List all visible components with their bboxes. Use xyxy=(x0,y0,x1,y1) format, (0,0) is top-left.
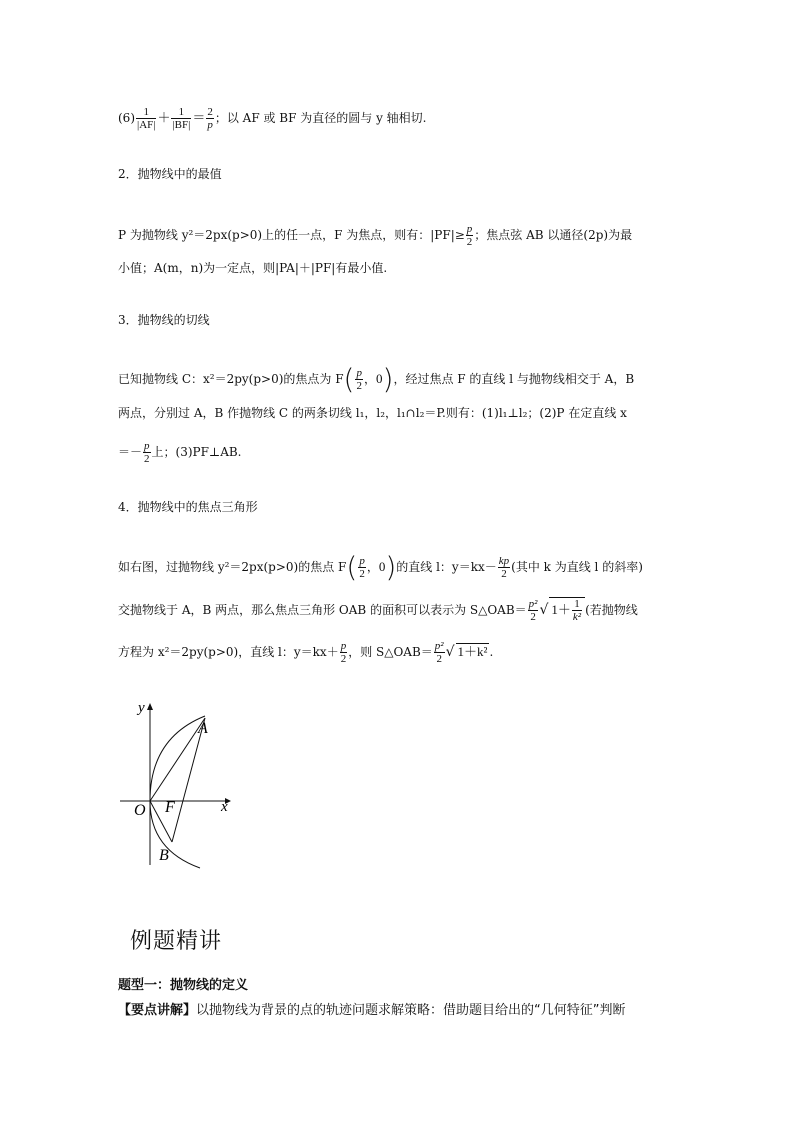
section-3-heading: 3．抛物线的切线 xyxy=(118,313,210,327)
section-4-line-2: 交抛物线于 A，B 两点，那么焦点三角形 OAB 的面积可以表示为 S△OAB＝ $\frac{\text{p²}}{2}$ √ 1＋ $\frac{1}{\text{k²}}$ (若抛物线 xyxy=(118,598,638,623)
parabola-figure xyxy=(110,690,250,870)
section-2-heading: 2．抛物线中的最值 xyxy=(118,167,222,181)
fraction: $\frac{1}{|BF|}$ xyxy=(172,106,191,131)
section-3-line-1: 已知抛物线 C：x²＝2py(p>0)的焦点为 F( $\frac{p}{2}$ ，0)，经过焦点 F 的直线 l 与抛物线相交于 A，B xyxy=(118,362,635,396)
section-2-line-2: 小值；A(m，n)为一定点，则|PA|＋|PF|有最小值. xyxy=(118,261,388,275)
fraction: $\frac{\text{p²}}{2}$ xyxy=(528,598,538,623)
fraction: $\frac{1}{|AF|}$ xyxy=(137,106,156,131)
label-y: y xyxy=(138,700,145,716)
label-x: x xyxy=(221,799,228,815)
fraction: $\frac{1}{\text{k²}}$ xyxy=(572,598,582,623)
label-o: O xyxy=(134,802,146,819)
fraction: $\frac{p}{2}$ xyxy=(356,367,362,392)
label-b: B xyxy=(159,847,169,864)
fraction: $\frac{p}{2}$ xyxy=(340,640,347,665)
fraction: $\frac{\text{p²}}{2}$ xyxy=(434,640,444,665)
sub-title: 题型一：抛物线的定义 xyxy=(118,978,249,993)
paragraph xyxy=(118,999,688,1018)
label-a: A xyxy=(198,720,208,737)
paragraph-bracket-label: 【要点讲解】 xyxy=(118,1003,197,1018)
section-title: 例题精讲 xyxy=(130,929,223,954)
paragraph-text: 以抛物线为背景的点的轨迹问题求解策略：借助题目给出的“几何特征”判断 xyxy=(196,1003,626,1018)
fraction: $\frac{2}{p}$ xyxy=(207,106,213,131)
section-4-line-3: 方程为 x²＝2py(p>0)，直线 l：y＝kx＋ $\frac{p}{2}$ ，则 S△OAB＝ $\frac{\text{p²}}{2}$ √ 1＋k² . xyxy=(118,640,494,665)
section-4-line-1: 如右图，过抛物线 y²＝2px(p>0)的焦点 F( $\frac{p}{2}$ ，0)的直线 l：y＝kx－ $\frac{kp}{2}$ (其中 k 为直线 l 的斜率) xyxy=(118,550,643,584)
fraction: $\frac{p}{2}$ xyxy=(466,223,473,248)
section-4-heading: 4．抛物线中的焦点三角形 xyxy=(118,500,258,514)
section-3-line-3: ＝－ $\frac{p}{2}$ 上；(3)PF⊥AB. xyxy=(118,440,242,465)
label-f: F xyxy=(165,799,175,816)
fraction: $\frac{p}{2}$ xyxy=(144,440,150,465)
fraction: $\frac{kp}{2}$ xyxy=(498,555,510,580)
section-3-line-2: 两点，分别过 A，B 作抛物线 C 的两条切线 l₁，l₂，l₁∩l₂＝P.则有：(1)l₁⊥l₂；(2)P 在定直线 x xyxy=(118,406,627,420)
y-axis-arrow-icon xyxy=(147,703,153,710)
parabola-curve xyxy=(150,716,205,868)
fraction: $\frac{p}{2}$ xyxy=(359,555,365,580)
section-2-line-1: P 为抛物线 y²＝2px(p>0)上的任一点，F 为焦点，则有：|PF|≥ $\frac{p}{2}$ ；焦点弦 AB 以通径(2p)为最 xyxy=(118,223,633,248)
item-6: (6) $\frac{1}{|AF|}$ ＋ $\frac{1}{|BF|}$ ＝ $\frac{2}{p}$ ；以 AF 或 BF 为直径的圆与 y 轴相切. xyxy=(118,106,427,131)
